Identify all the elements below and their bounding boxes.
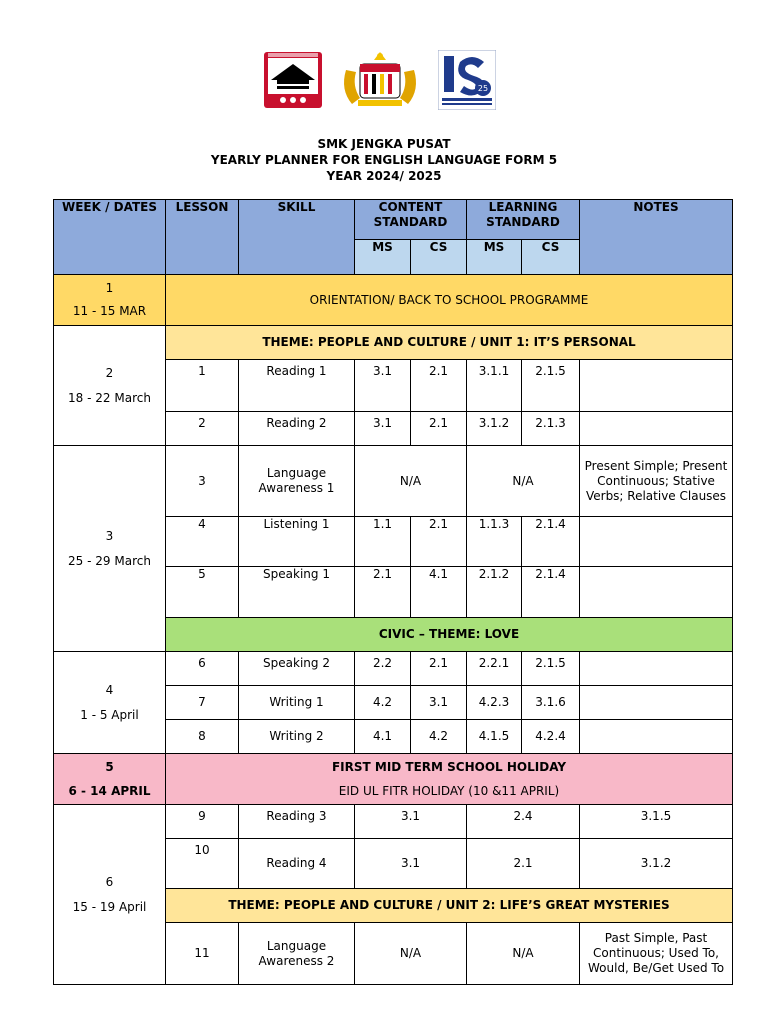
week-dates: 1 - 5 April <box>80 707 139 722</box>
learning-cs: 2.1.5 <box>522 652 580 686</box>
week-dates: 11 - 15 MAR <box>72 304 147 318</box>
notes <box>580 567 733 618</box>
lesson-number: 6 <box>166 652 239 686</box>
week-5-row <box>54 754 733 805</box>
learning-cs: 2.1.5 <box>522 360 580 412</box>
col-notes: NOTES <box>580 200 733 275</box>
learning-standard: N/A <box>467 923 580 985</box>
content-standard: N/A <box>355 923 467 985</box>
content-cs: 4.1 <box>411 567 467 618</box>
week-cell <box>54 275 166 326</box>
skill: Language Awareness 1 <box>239 446 355 517</box>
week-cell <box>54 326 166 446</box>
notes <box>580 720 733 754</box>
col-learning-cs: CS <box>522 240 580 275</box>
coat-of-arms-logo <box>336 50 424 110</box>
notes <box>580 652 733 686</box>
lesson-number: 5 <box>166 567 239 618</box>
learning-ms: 3.1.2 <box>467 412 522 446</box>
col-learning-standard: LEARNING STANDARD <box>467 200 580 240</box>
learning-standard: 2.4 <box>467 805 580 839</box>
lesson-number: 7 <box>166 686 239 720</box>
skill: Listening 1 <box>239 517 355 567</box>
week-number: 5 <box>105 759 114 774</box>
learning-ms: 2.2.1 <box>467 652 522 686</box>
lesson-number: 11 <box>166 923 239 985</box>
holiday-subtitle: EID UL FITR HOLIDAY (10 &11 APRIL) <box>338 783 560 798</box>
school-crest-logo <box>263 50 323 110</box>
skill: Writing 2 <box>239 720 355 754</box>
document-title <box>0 136 768 184</box>
lesson-number: 3 <box>166 446 239 517</box>
lesson-number: 2 <box>166 412 239 446</box>
week-cell <box>54 652 166 754</box>
lesson-number: 10 <box>166 839 239 889</box>
learning-standard: 2.1 <box>467 839 580 889</box>
content-cs: 2.1 <box>411 360 467 412</box>
notes: Present Simple; Present Continuous; Stative Verbs; Relative Clauses <box>580 446 733 517</box>
skill: Speaking 1 <box>239 567 355 618</box>
skill: Reading 3 <box>239 805 355 839</box>
notes <box>580 686 733 720</box>
week-dates: 25 - 29 March <box>68 553 151 568</box>
learning-cs: 2.1.3 <box>522 412 580 446</box>
week-number: 2 <box>105 365 114 380</box>
col-content-standard: CONTENT STANDARD <box>355 200 467 240</box>
content-cs: 3.1 <box>411 686 467 720</box>
notes: 3.1.5 <box>580 805 733 839</box>
learning-ms: 4.2.3 <box>467 686 522 720</box>
ministry-logo <box>438 50 496 110</box>
week-dates: 15 - 19 April <box>72 899 147 914</box>
week-dates: 6 - 14 APRIL <box>68 783 151 798</box>
skill: Reading 4 <box>239 839 355 889</box>
week-number: 3 <box>105 528 114 543</box>
theme-banner-unit-2: THEME: PEOPLE AND CULTURE / UNIT 2: LIFE’S GREAT MYSTERIES <box>166 889 733 923</box>
content-ms: 1.1 <box>355 517 411 567</box>
content-cs: 2.1 <box>411 412 467 446</box>
lesson-number: 4 <box>166 517 239 567</box>
ministry-logo-number: 25 <box>477 84 489 93</box>
col-learning-ms: MS <box>467 240 522 275</box>
content-standard: 3.1 <box>355 805 467 839</box>
learning-ms: 3.1.1 <box>467 360 522 412</box>
planner-title: YEARLY PLANNER FOR ENGLISH LANGUAGE FORM 5 <box>210 153 558 167</box>
content-cs: 2.1 <box>411 517 467 567</box>
civic-theme-banner: CIVIC – THEME: LOVE <box>166 618 733 652</box>
learning-standard: N/A <box>467 446 580 517</box>
theme-row <box>54 326 733 360</box>
skill: Reading 1 <box>239 360 355 412</box>
col-skill: SKILL <box>239 200 355 275</box>
col-content-ms: MS <box>355 240 411 275</box>
learning-cs: 4.2.4 <box>522 720 580 754</box>
table-row <box>54 446 733 517</box>
notes: Past Simple, Past Continuous; Used To, Would, Be/Get Used To <box>580 923 733 985</box>
theme-banner-unit-1: THEME: PEOPLE AND CULTURE / UNIT 1: IT’S PERSONAL <box>166 326 733 360</box>
col-lesson: LESSON <box>166 200 239 275</box>
week-cell <box>54 754 166 805</box>
notes <box>580 412 733 446</box>
table-row <box>54 652 733 686</box>
week-cell <box>54 446 166 652</box>
content-ms: 2.1 <box>355 567 411 618</box>
learning-cs: 2.1.4 <box>522 567 580 618</box>
learning-cs: 2.1.4 <box>522 517 580 567</box>
skill: Writing 1 <box>239 686 355 720</box>
table-row <box>54 805 733 839</box>
orientation-banner: ORIENTATION/ BACK TO SCHOOL PROGRAMME <box>166 275 733 326</box>
planner-table <box>53 199 733 985</box>
skill: Reading 2 <box>239 412 355 446</box>
content-ms: 2.2 <box>355 652 411 686</box>
content-cs: 4.2 <box>411 720 467 754</box>
logo-bar <box>0 50 768 112</box>
learning-ms: 1.1.3 <box>467 517 522 567</box>
week-cell <box>54 805 166 985</box>
learning-ms: 4.1.5 <box>467 720 522 754</box>
notes <box>580 517 733 567</box>
content-ms: 3.1 <box>355 412 411 446</box>
planner-year: YEAR 2024/ 2025 <box>326 169 442 183</box>
lesson-number: 1 <box>166 360 239 412</box>
notes: 3.1.2 <box>580 839 733 889</box>
content-cs: 2.1 <box>411 652 467 686</box>
content-standard: 3.1 <box>355 839 467 889</box>
col-content-cs: CS <box>411 240 467 275</box>
content-ms: 4.2 <box>355 686 411 720</box>
school-name: SMK JENGKA PUSAT <box>317 137 451 151</box>
lesson-number: 8 <box>166 720 239 754</box>
week-number: 1 <box>105 281 114 295</box>
learning-ms: 2.1.2 <box>467 567 522 618</box>
content-ms: 3.1 <box>355 360 411 412</box>
week-number: 6 <box>105 874 114 889</box>
skill: Speaking 2 <box>239 652 355 686</box>
week-dates: 18 - 22 March <box>68 390 151 405</box>
holiday-banner <box>166 754 733 805</box>
content-ms: 4.1 <box>355 720 411 754</box>
week-number: 4 <box>105 682 114 697</box>
notes <box>580 360 733 412</box>
learning-cs: 3.1.6 <box>522 686 580 720</box>
col-week-dates: WEEK / DATES <box>54 200 166 275</box>
skill: Language Awareness 2 <box>239 923 355 985</box>
lesson-number: 9 <box>166 805 239 839</box>
holiday-title: FIRST MID TERM SCHOOL HOLIDAY <box>331 759 567 774</box>
content-standard: N/A <box>355 446 467 517</box>
week-1-row <box>54 275 733 326</box>
